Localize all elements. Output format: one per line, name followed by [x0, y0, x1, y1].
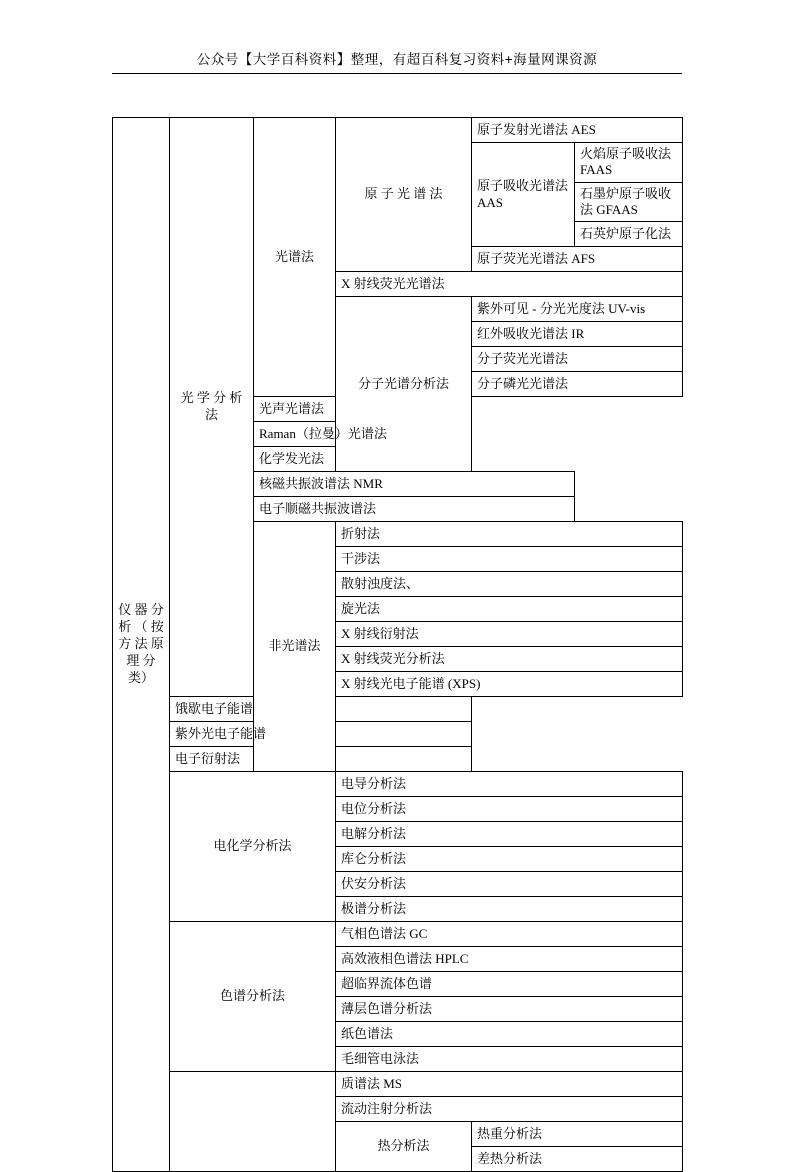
cell-gfaas — [575, 182, 683, 222]
chromatography-text-3: 薄层色谱分析法 — [341, 1000, 433, 1016]
raman-text: Raman（拉曼）光谱法 — [259, 425, 387, 441]
table-row — [113, 772, 683, 797]
fia-text: 流动注射分析法 — [341, 1100, 433, 1116]
gfaas-text: 石墨炉原子吸收法 GFAAS — [580, 185, 672, 217]
nonspectro-text-2: 散射浊度法、 — [341, 575, 420, 591]
root-label-text: 仪 器 分 析 （ 按 方 法 原 理 分类） — [118, 602, 164, 685]
cell-electrochem-4 — [336, 872, 683, 897]
quartz-atomizer-text: 石英炉原子化法 — [580, 225, 672, 241]
cell-optical-analysis — [170, 118, 254, 697]
thermal-analysis-text: 热分析法 — [377, 1138, 430, 1154]
atomic-spectroscopy-text: 原 子 光 谱 法 — [364, 186, 443, 202]
nonspectro-text-7: 饿歇电子能谱 — [175, 700, 254, 716]
nonspectro-text-4: X 射线衍射法 — [341, 625, 419, 641]
cell-chromatography-2 — [336, 972, 683, 997]
cell-raman — [254, 422, 472, 447]
cell-xrf — [336, 272, 683, 297]
cell-aes — [472, 118, 683, 143]
chemiluminescence-text: 化学发光法 — [259, 450, 325, 466]
classification-table-wrapper — [112, 117, 682, 1172]
chromatography-text-0: 气相色谱法 GC — [341, 925, 428, 941]
ms-text: 质谱法 MS — [341, 1075, 403, 1091]
nmr-text: 核磁共振波谱法 NMR — [259, 475, 383, 491]
cell-chromatography-4 — [336, 1022, 683, 1047]
nonspectro-text-5: X 射线荧光分析法 — [341, 650, 445, 666]
cell-nonspectro-9 — [170, 747, 472, 772]
photoacoustic-text: 光声光谱法 — [259, 400, 325, 416]
cell-dta — [472, 1147, 683, 1172]
afs-text: 原子荧光光谱法 AFS — [477, 250, 596, 266]
cell-chromatography-0 — [336, 922, 683, 947]
chromatography-text-4: 纸色谱法 — [341, 1025, 394, 1041]
chromatography-analysis-text: 色谱分析法 — [219, 988, 285, 1004]
cell-photoacoustic — [254, 397, 472, 422]
cell-nonspectro-8 — [170, 722, 472, 747]
cell-electrochem-1 — [336, 797, 683, 822]
cell-afs — [472, 247, 683, 272]
cell-nonspectro-7 — [170, 697, 472, 722]
chromatography-text-2: 超临界流体色谱 — [341, 975, 433, 991]
electrochem-text-0: 电导分析法 — [341, 775, 407, 791]
chromatography-text-1: 高效液相色谱法 HPLC — [341, 950, 469, 966]
cell-ms — [336, 1072, 683, 1097]
ir-text: 红外吸收光谱法 IR — [477, 325, 585, 341]
cell-electrochem-5 — [336, 897, 683, 922]
cell-molecular-phosphorescence — [472, 372, 683, 397]
electrochem-text-4: 伏安分析法 — [341, 875, 407, 891]
cell-chromatography-analysis — [170, 922, 336, 1072]
cell-chromatography-5 — [336, 1047, 683, 1072]
table-row — [113, 922, 683, 947]
electrochemical-analysis-text: 电化学分析法 — [213, 838, 292, 854]
table-row — [113, 118, 683, 143]
molecular-phosphorescence-text: 分子磷光光谱法 — [477, 375, 569, 391]
electrochem-text-2: 电解分析法 — [341, 825, 407, 841]
nonspectro-text-3: 旋光法 — [341, 600, 381, 616]
cell-nonspectro-2 — [336, 572, 683, 597]
cell-spectroscopy — [254, 118, 336, 397]
cell-electrochem-0 — [336, 772, 683, 797]
spectroscopy-text: 光谱法 — [274, 248, 314, 264]
cell-uvvis — [472, 297, 683, 322]
page-header-banner: 公众号【大学百科资料】整理，有超百科复习资料+海量网课资源 — [112, 48, 682, 74]
molecular-spectroscopy-text: 分子光谱分析法 — [357, 375, 449, 391]
electrochem-text-1: 电位分析法 — [341, 800, 407, 816]
cell-thermal-analysis — [336, 1122, 472, 1172]
tg-text: 热重分析法 — [477, 1125, 543, 1141]
table-row — [113, 722, 683, 747]
cell-nmr — [254, 472, 575, 497]
cell-chromatography-3 — [336, 997, 683, 1022]
cell-ir — [472, 322, 683, 347]
aas-text: 原子吸收光谱法 AAS — [477, 178, 569, 210]
cell-nonspectro-0 — [336, 522, 683, 547]
cell-atomic-spectroscopy — [336, 118, 472, 272]
cell-nonspectro-4 — [336, 622, 683, 647]
nonspectro-text-6: X 射线光电子能谱 (XPS) — [341, 675, 481, 691]
nonspectroscopy-text: 非光谱法 — [268, 638, 321, 654]
nonspectro-text-9: 电子衍射法 — [175, 750, 241, 766]
cell-nonspectro-1 — [336, 547, 683, 572]
cell-nonspectro-6 — [336, 672, 683, 697]
cell-esr — [254, 497, 575, 522]
table-row — [113, 1072, 683, 1097]
cell-electrochemical-analysis — [170, 772, 336, 922]
cell-nonspectro-5 — [336, 647, 683, 672]
cell-nonspectro-3 — [336, 597, 683, 622]
dta-text: 差热分析法 — [477, 1150, 543, 1166]
cell-quartz-atomizer — [575, 222, 683, 247]
instrument-analysis-classification-table — [112, 117, 683, 1172]
cell-molecular-fluorescence — [472, 347, 683, 372]
electrochem-text-5: 极谱分析法 — [341, 900, 407, 916]
table-row — [113, 747, 683, 772]
optical-analysis-text: 光 学 分 析 法 — [180, 390, 243, 422]
electrochem-text-3: 库仑分析法 — [341, 850, 407, 866]
molecular-fluorescence-text: 分子荧光光谱法 — [477, 350, 569, 366]
cell-faas — [575, 143, 683, 183]
nonspectro-text-0: 折射法 — [341, 525, 381, 541]
faas-text: 火焰原子吸收法 FAAS — [580, 146, 672, 178]
cell-aas — [472, 143, 575, 247]
table-row — [113, 697, 683, 722]
nonspectro-text-8: 紫外光电子能谱 — [175, 725, 267, 741]
chromatography-text-5: 毛细管电泳法 — [341, 1050, 420, 1066]
aes-text: 原子发射光谱法 AES — [477, 121, 596, 137]
cell-root-label — [113, 118, 170, 1172]
cell-chemiluminescence — [254, 447, 472, 472]
nonspectro-text-1: 干涉法 — [341, 550, 381, 566]
uvvis-text: 紫外可见 - 分光光度法 UV-vis — [477, 300, 646, 316]
cell-electrochem-2 — [336, 822, 683, 847]
cell-fia — [336, 1097, 683, 1122]
xrf-text: X 射线荧光光谱法 — [341, 275, 445, 291]
cell-chromatography-1 — [336, 947, 683, 972]
cell-electrochem-3 — [336, 847, 683, 872]
cell-tg — [472, 1122, 683, 1147]
esr-text: 电子顺磁共振波谱法 — [259, 500, 377, 516]
